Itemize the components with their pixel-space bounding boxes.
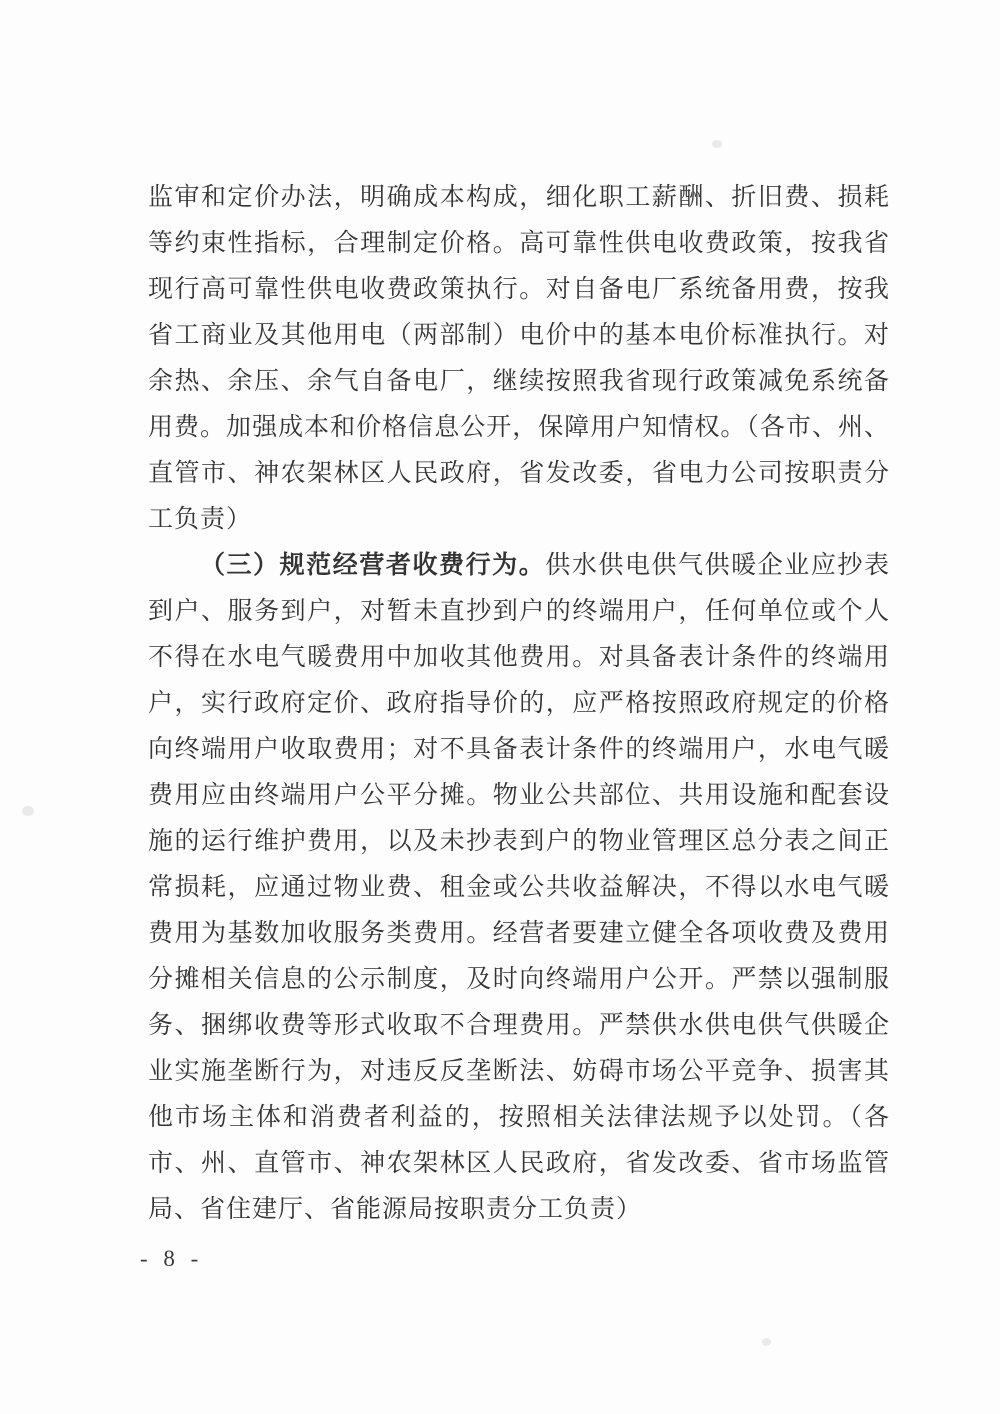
text-line bbox=[148, 1141, 890, 1187]
text-segment: 用费。加强成本和价格信息公开，保障用户知情权。（各市、州、 bbox=[148, 414, 890, 441]
text-line bbox=[148, 819, 890, 865]
text-line bbox=[148, 313, 890, 359]
text-segment: 不得在水电气暖费用中加收其他费用。对具备表计条件的终端用 bbox=[148, 644, 890, 671]
text-segment: 户，实行政府定价、政府指导价的，应严格按照政府规定的价格 bbox=[148, 690, 890, 717]
text-line bbox=[148, 1095, 890, 1141]
text-line bbox=[148, 1187, 890, 1233]
text-line bbox=[148, 497, 890, 543]
text-segment: 市、州、直管市、神农架林区人民政府，省发改委、省市场监管 bbox=[148, 1150, 890, 1177]
text-segment: 向终端用户收取费用；对不具备表计条件的终端用户，水电气暖 bbox=[148, 736, 890, 763]
scan-speck bbox=[22, 806, 34, 816]
text-segment: 务、捆绑收费等形式收取不合理费用。严禁供水供电供气供暖企 bbox=[148, 1012, 890, 1039]
text-line bbox=[148, 727, 890, 773]
text-line bbox=[148, 957, 890, 1003]
scan-speck bbox=[762, 1338, 771, 1346]
text-line bbox=[148, 267, 890, 313]
text-segment: 直管市、神农架林区人民政府，省发改委，省电力公司按职责分 bbox=[148, 460, 890, 487]
text-segment: 局、省住建厅、省能源局按职责分工负责） bbox=[148, 1196, 643, 1223]
text-line bbox=[148, 405, 890, 451]
text-line bbox=[148, 773, 890, 819]
text-segment: 费用应由终端用户公平分摊。物业公共部位、共用设施和配套设 bbox=[148, 782, 890, 809]
text-segment: 余热、余压、余气自备电厂，继续按照我省现行政策减免系统备 bbox=[148, 368, 890, 395]
text-line bbox=[148, 175, 890, 221]
section-heading-segment: （三）规范经营者收费行为。 bbox=[200, 552, 546, 579]
text-line bbox=[148, 543, 890, 589]
text-segment: 常损耗，应通过物业费、租金或公共收益解决，不得以水电气暖 bbox=[148, 874, 890, 901]
text-segment: 现行高可靠性供电收费政策执行。对自备电厂系统备用费，按我 bbox=[148, 276, 890, 303]
text-line bbox=[148, 911, 890, 957]
text-line bbox=[148, 635, 890, 681]
text-line bbox=[148, 865, 890, 911]
text-segment: 施的运行维护费用，以及未抄表到户的物业管理区总分表之间正 bbox=[148, 828, 890, 855]
text-line bbox=[148, 589, 890, 635]
text-segment: 等约束性指标，合理制定价格。高可靠性供电收费政策，按我省 bbox=[148, 230, 890, 257]
text-segment: 工负责） bbox=[148, 506, 253, 533]
text-line bbox=[148, 359, 890, 405]
document-body bbox=[148, 175, 890, 1233]
text-line bbox=[148, 1003, 890, 1049]
text-line bbox=[148, 451, 890, 497]
text-segment: 监审和定价办法，明确成本构成，细化职工薪酬、折旧费、损耗 bbox=[148, 184, 890, 211]
text-segment: 他市场主体和消费者利益的，按照相关法律法规予以处罚。（各 bbox=[148, 1104, 890, 1131]
text-segment: 费用为基数加收服务类费用。经营者要建立健全各项收费及费用 bbox=[148, 920, 890, 947]
scan-speck bbox=[712, 140, 722, 148]
page-number: - 8 - bbox=[140, 1246, 204, 1271]
text-segment: 到户、服务到户，对暂未直抄到户的终端用户，任何单位或个人 bbox=[148, 598, 890, 625]
text-segment: 分摊相关信息的公示制度，及时向终端用户公开。严禁以强制服 bbox=[148, 966, 890, 993]
text-segment: 业实施垄断行为，对违反反垄断法、妨碍市场公平竞争、损害其 bbox=[148, 1058, 890, 1085]
text-segment: 省工商业及其他用电（两部制）电价中的基本电价标准执行。对 bbox=[148, 322, 890, 349]
text-line bbox=[148, 1049, 890, 1095]
text-segment: 供水供电供气供暖企业应抄表 bbox=[545, 552, 890, 579]
text-line bbox=[148, 681, 890, 727]
text-line bbox=[148, 221, 890, 267]
